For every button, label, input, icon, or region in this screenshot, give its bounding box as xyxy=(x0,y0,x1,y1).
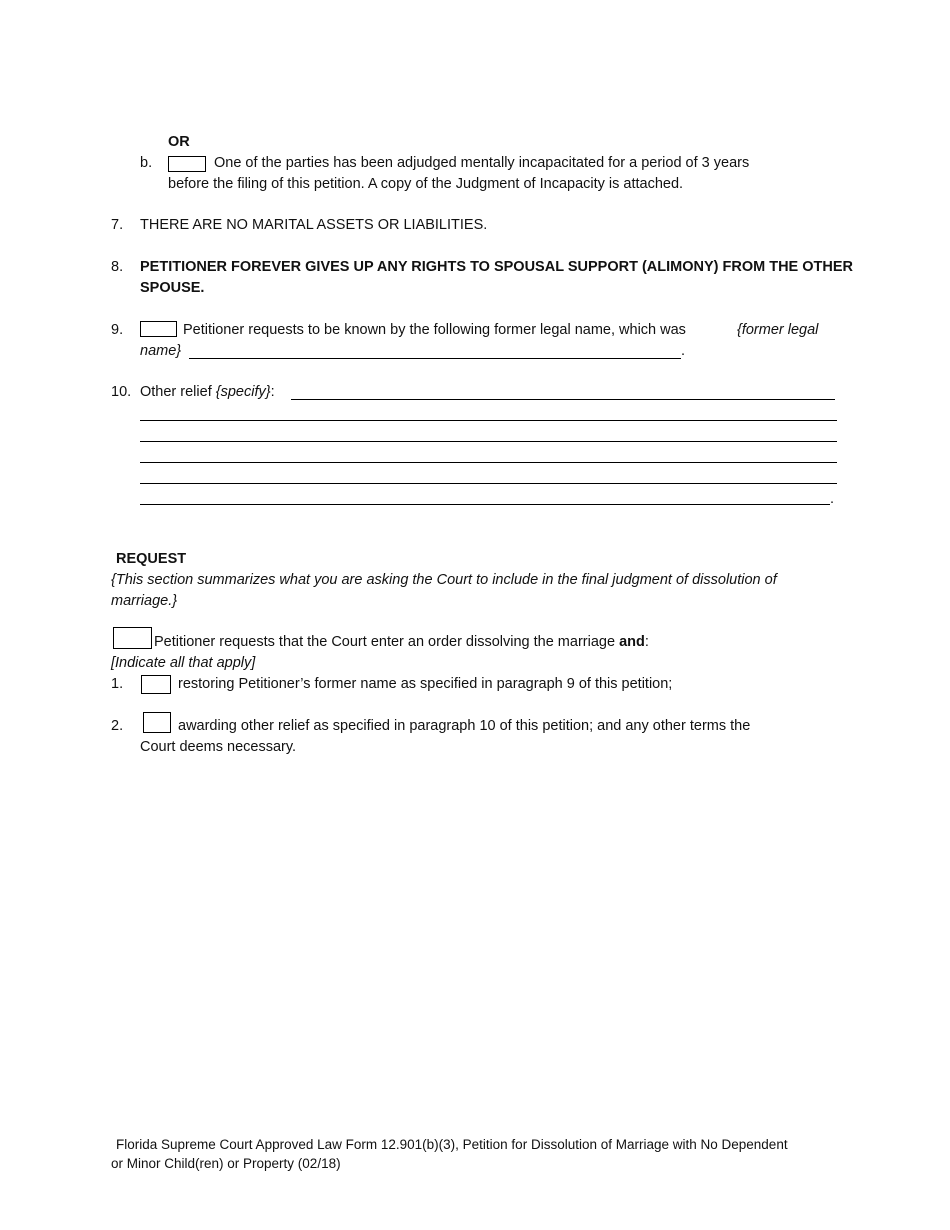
footer-line1: Florida Supreme Court Approved Law Form 12.901(b)(3), Petition for Dissolution of Marriage with No Dependent xyxy=(116,1137,788,1152)
item-9-text: Petitioner requests to be known by the following former legal name, which was xyxy=(183,322,686,338)
item-9-checkbox[interactable] xyxy=(140,321,177,337)
request-opt2-checkbox[interactable] xyxy=(143,712,171,733)
footer-line2: or Minor Child(ren) or Property (02/18) xyxy=(111,1156,341,1171)
item-8-line1: PETITIONER FOREVER GIVES UP ANY RIGHTS TO SPOUSAL SUPPORT (ALIMONY) FROM THE OTHER xyxy=(140,259,853,275)
request-note-line1: {This section summarizes what you are asking the Court to include in the final judgment of dissolution of xyxy=(111,572,777,588)
item-7-number: 7. xyxy=(111,217,124,233)
item-10-specify: {specify} xyxy=(215,384,271,400)
other-relief-line-3[interactable] xyxy=(140,441,837,442)
item-8-number: 8. xyxy=(111,259,124,275)
item-10-label-text: Other relief xyxy=(140,384,212,400)
request-indicate: [Indicate all that apply] xyxy=(111,655,256,671)
item-6b-marker: b. xyxy=(140,155,153,171)
other-relief-line-6[interactable] xyxy=(140,504,830,505)
request-main-checkbox[interactable] xyxy=(113,627,152,649)
request-opt2-number: 2. xyxy=(111,718,124,734)
item-6b-line1: One of the parties has been adjudged mentally incapacitated for a period of 3 years xyxy=(214,155,750,171)
request-main-and: and xyxy=(619,634,645,650)
request-opt2-line2: Court deems necessary. xyxy=(140,739,297,755)
item-9-number: 9. xyxy=(111,322,124,338)
request-heading: REQUEST xyxy=(116,551,187,567)
item-7-text: THERE ARE NO MARITAL ASSETS OR LIABILITIES. xyxy=(140,217,488,233)
former-name-field[interactable] xyxy=(189,358,681,359)
item-9-italic1: {former legal xyxy=(737,322,819,338)
other-relief-line-2[interactable] xyxy=(140,420,837,421)
other-relief-line-4[interactable] xyxy=(140,462,837,463)
item-6b-line2: before the filing of this petition. A copy of the Judgment of Incapacity is attached. xyxy=(168,176,684,192)
item-9-italic2: name} xyxy=(140,343,182,359)
item-10-label xyxy=(140,382,275,403)
request-main-text: Petitioner requests that the Court enter an order dissolving the marriage xyxy=(154,634,616,650)
request-main-colon: : xyxy=(644,634,649,650)
item-10-colon: : xyxy=(270,384,275,400)
item-10-number: 10. xyxy=(111,384,132,400)
request-note-line2: marriage.} xyxy=(111,593,178,609)
request-opt1-number: 1. xyxy=(111,676,124,692)
request-opt1-text: restoring Petitioner’s former name as specified in paragraph 9 of this petition; xyxy=(178,676,673,692)
request-main xyxy=(154,632,649,653)
other-relief-line-1[interactable] xyxy=(291,399,835,400)
item-8-line2: SPOUSE. xyxy=(140,280,205,296)
item-6b-checkbox[interactable] xyxy=(168,156,206,172)
item-9-end: . xyxy=(681,343,686,359)
other-relief-line-5[interactable] xyxy=(140,483,837,484)
or-label: OR xyxy=(168,134,190,150)
request-opt2-line1: awarding other relief as specified in paragraph 10 of this petition; and any other terms the xyxy=(178,718,751,734)
item-10-end: . xyxy=(830,491,835,507)
request-opt1-checkbox[interactable] xyxy=(141,675,171,694)
